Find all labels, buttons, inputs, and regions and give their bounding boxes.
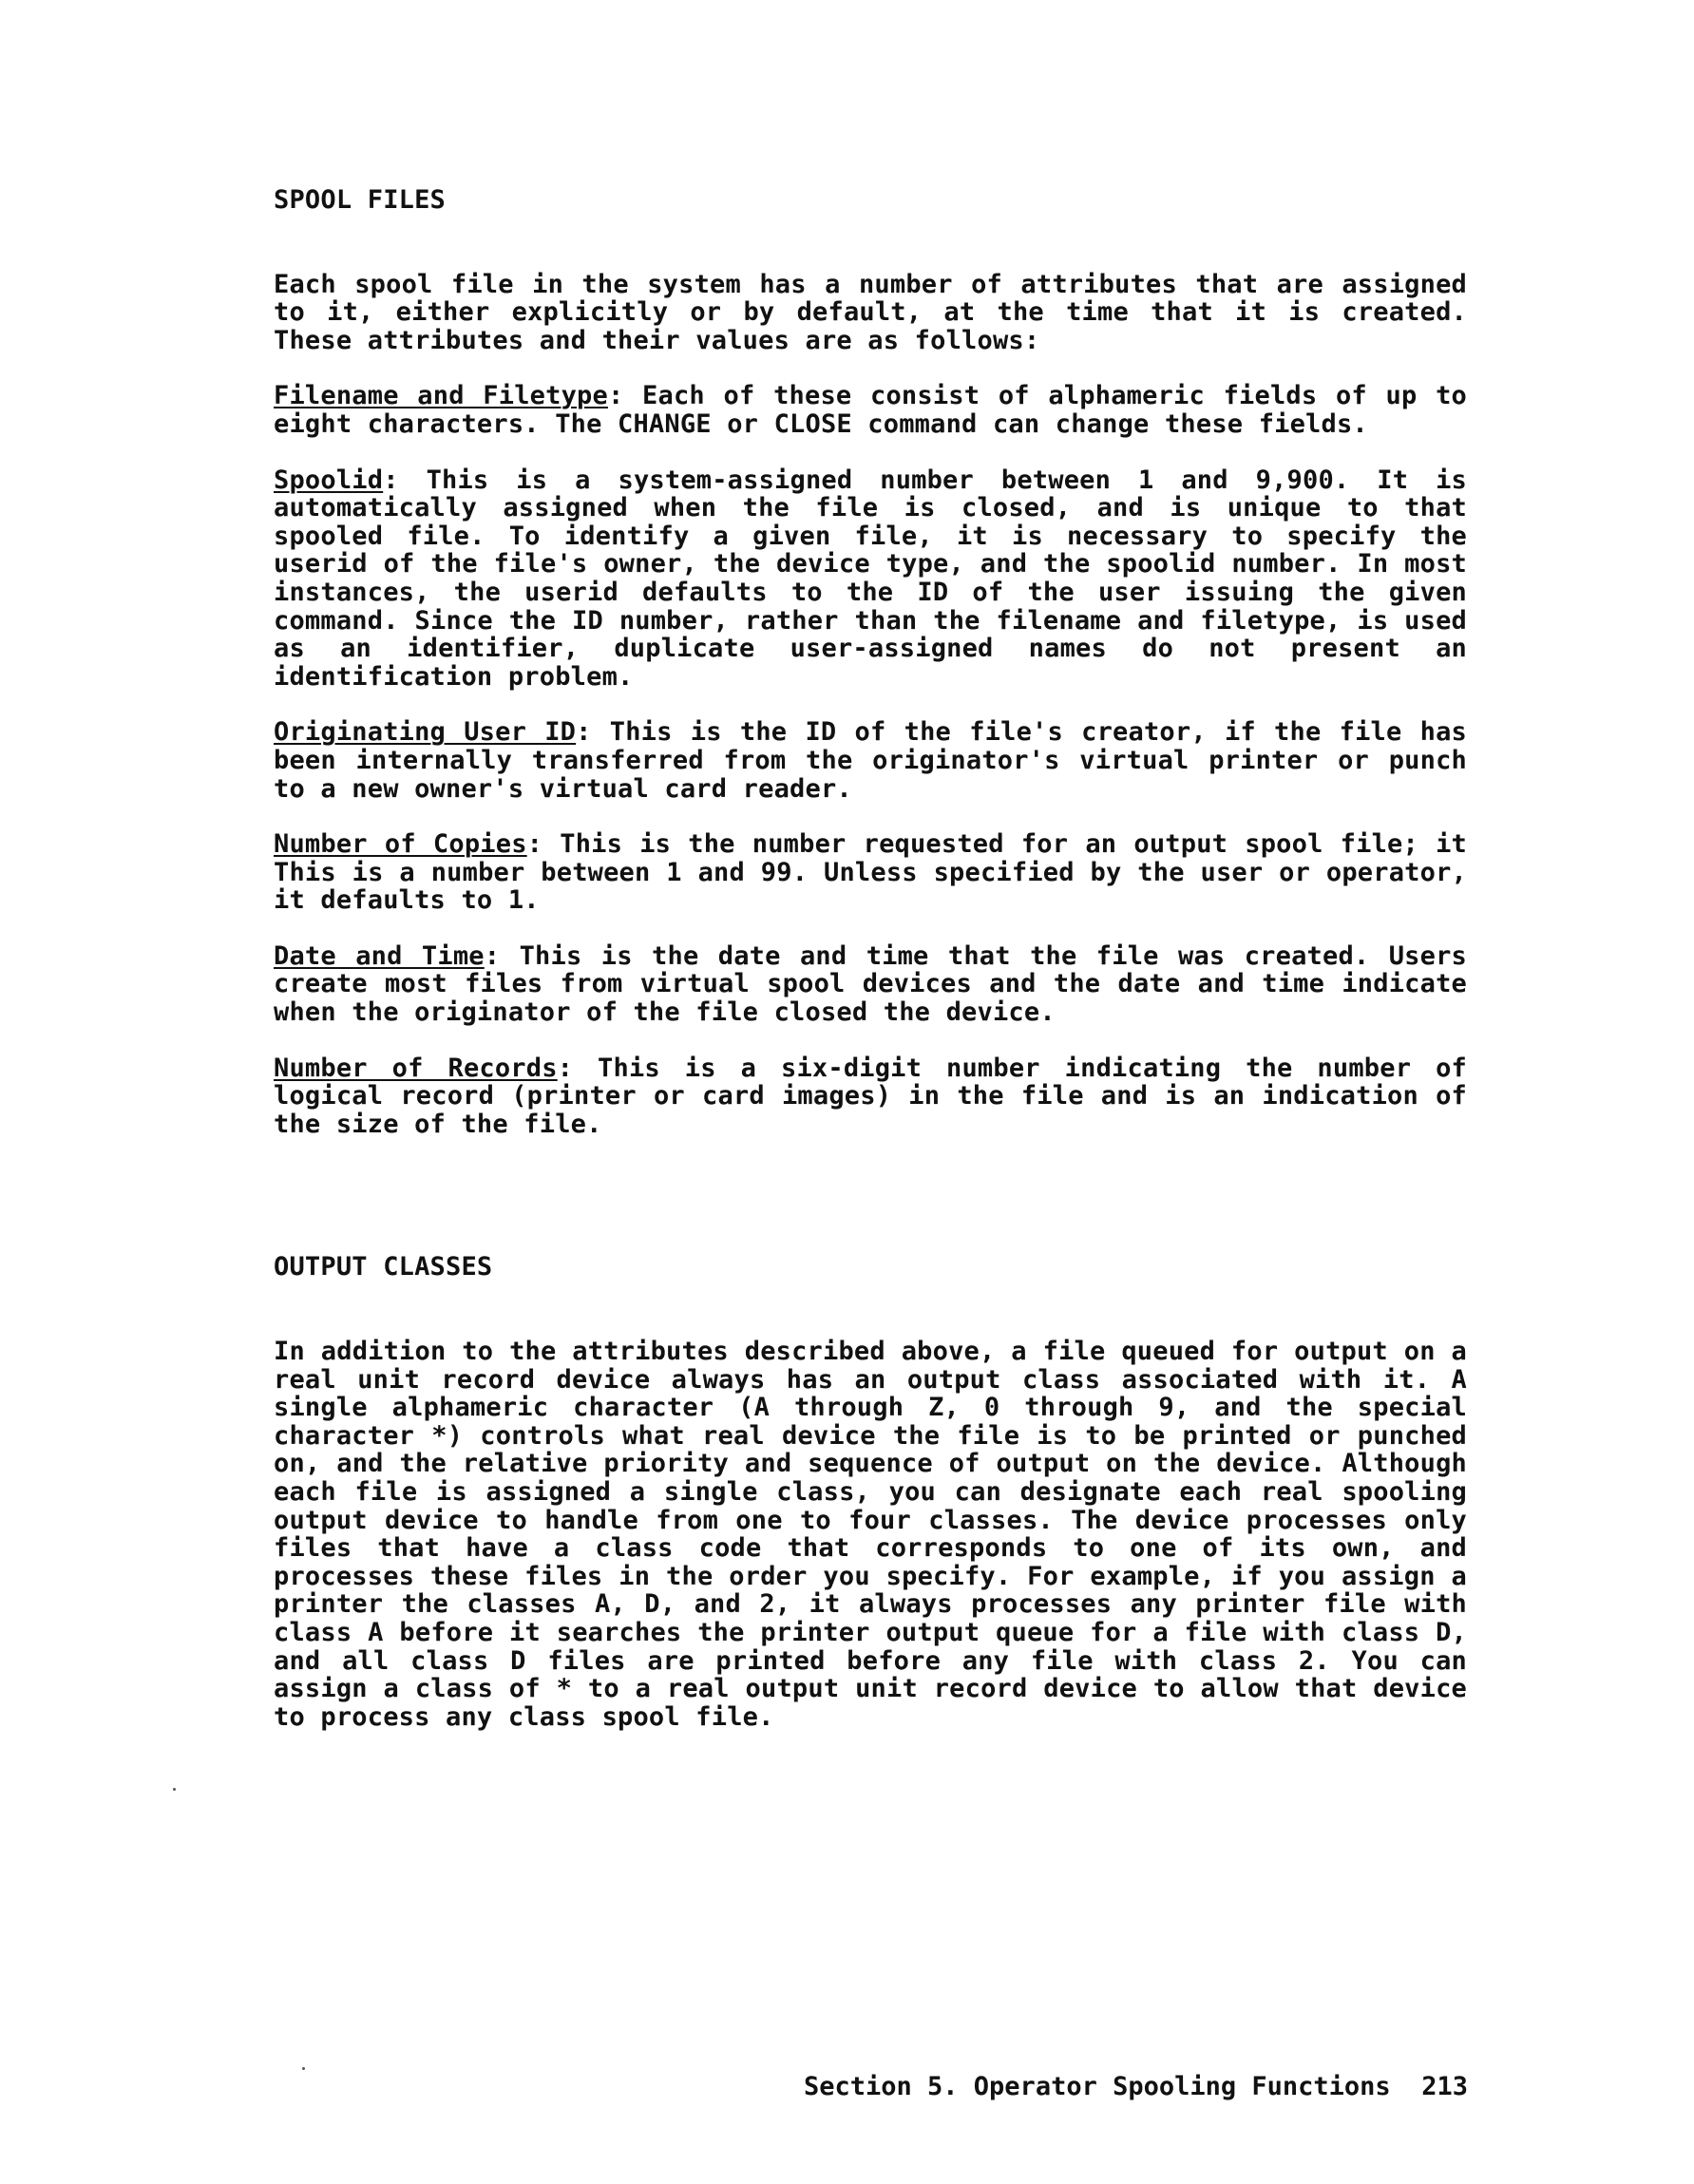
attribute-term: Filename and Filetype (274, 381, 608, 411)
attribute-description: : This is the number requested for an output spool file; it This is a number between 1 and 99. Unless specified by the user or operator, it defaults to 1. (274, 829, 1467, 916)
attribute-filename-filetype (274, 382, 1467, 438)
attribute-description: : This is the date and time that the file was created. Users create most files from virtual spool devices and the date and time indicate when the originator of the file closed the device. (274, 940, 1468, 1028)
attribute-term: Date and Time (274, 940, 485, 971)
attribute-term: Number of Copies (274, 829, 527, 860)
attribute-description: : This is the ID of the file's creator, if the file has been internally transferred from the originator's virtual printer or punch to a new owner's virtual card reader. (274, 717, 1467, 804)
attribute-description: : This is a system-assigned number between 1 and 9,900. It is automatically assigned when the file is closed, and is unique to that spooled file. To identify a given file, it is necessary to specify the userid of the file's owner, the device type, and the spoolid number. In most instances, the userid defaults to the ID of the user issuing the given command. Since the ID number, rather than the filename and filetype, is used as an identifier, duplicate user-assigned names do not present an identification problem. (274, 465, 1467, 692)
attribute-term: Number of Records (274, 1053, 558, 1083)
page-content (274, 186, 1467, 1758)
section-heading-output-classes: OUTPUT CLASSES (274, 1252, 493, 1282)
attribute-term: Spoolid (274, 465, 384, 495)
scan-speck (302, 2067, 305, 2070)
scan-speck (173, 1788, 176, 1791)
page-footer (736, 2072, 1468, 2101)
attribute-number-of-copies (274, 830, 1467, 915)
attribute-description: : This is a six-digit number indicating the number of logical record (printer or card images) in the file and is an indication of the size of the file. (274, 1053, 1467, 1139)
page-number: 213 (1421, 2072, 1468, 2101)
section-spacer (274, 1166, 1467, 1253)
attribute-number-of-records (274, 1054, 1467, 1139)
intro-paragraph: Each spool file in the system has a number of attributes that are assigned to it, either explicitly or by default, at the time that it is created. These attributes and their values are as follows: (274, 269, 1467, 355)
attribute-spoolid (274, 466, 1467, 692)
footer-section-title: Section 5. Operator Spooling Functions (803, 2072, 1391, 2101)
attribute-date-and-time (274, 942, 1467, 1027)
section-heading-spool-files: SPOOL FILES (274, 185, 447, 215)
attribute-originating-user-id (274, 718, 1467, 803)
output-classes-paragraph: In addition to the attributes described above, a file queued for output on a real unit record device always has an output class associated with it. A single alphameric character (A through Z, 0 through 9, and the special character *) controls what real device the file is to be printed or punched on, and the relative priority and sequence of output on the device. Although each file is assigned a single class, you can designate each real spooling output device to handle from one to four classes. The device processes only files that have a class code that corresponds to one of its own, and processes these files in the order you specify. For example, if you assign a printer the classes A, D, and 2, it always processes any printer file with class A before it searches the printer output queue for a file with class D, and all class D files are printed before any file with class 2. You can assign a class of * to a real output unit record device to allow that device to process any class spool file. (274, 1337, 1467, 1732)
attribute-term: Originating User ID (274, 717, 577, 748)
attribute-description: : Each of these consist of alphameric fields of up to eight characters. The CHANGE or CLOSE command can change these fields. (274, 381, 1467, 439)
